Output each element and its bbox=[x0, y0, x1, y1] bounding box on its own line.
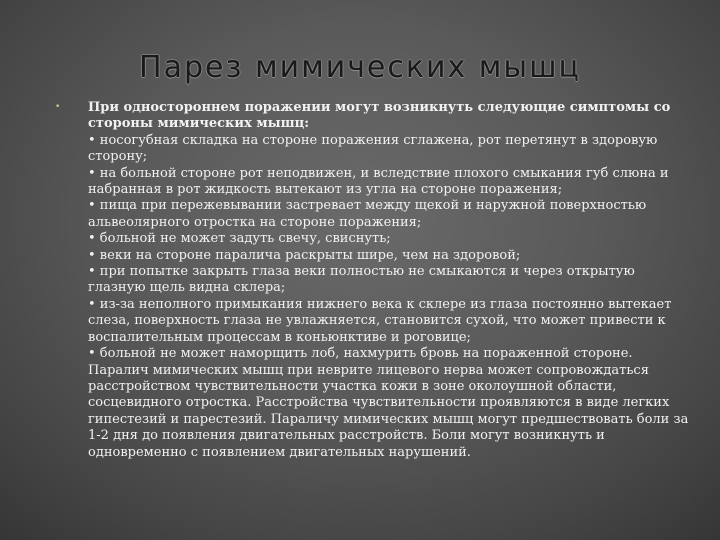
symptom-item: • из-за неполного примыкания нижнего века к склере из глаза постоянно вытекает слеза, поверхность глаза не увлажняется, становится сухой, что может привести к воспалительным процессам в коньюнктиве и роговице; bbox=[88, 296, 672, 345]
symptom-item: • носогубная складка на стороне поражения сглажена, рот перетянут в здоровую сторону; bbox=[88, 132, 658, 165]
symptom-item: • больной не может задуть свечу, свиснуть; bbox=[88, 231, 391, 247]
bullet-body bbox=[88, 100, 695, 461]
symptom-item: • больной не может наморщить лоб, нахмурить бровь на пораженной стороне. bbox=[88, 346, 633, 362]
bullet-marker: • bbox=[55, 102, 61, 112]
symptom-item: • на больной стороне рот неподвижен, и вследствие плохого смыкания губ слюна и набранная в рот жидкость вытекают из угла на стороне поражения; bbox=[88, 165, 669, 198]
symptom-item: • веки на стороне паралича раскрыты шире, чем на здоровой; bbox=[88, 247, 521, 263]
symptom-item: • пища при пережевывании застревает между щекой и наружной поверхностью альвеолярного отростка на стороне поражения; bbox=[88, 198, 647, 230]
slide-content bbox=[55, 100, 695, 461]
intro-text: При одностороннем поражении могут возникнуть следующие симптомы со стороны мимических мышц: bbox=[88, 100, 671, 132]
slide-title: Парез мимических мышц bbox=[139, 50, 581, 85]
conclusion-text: Паралич мимических мышц при неврите лицевого нерва может сопровождаться расстройством чувствительности участка кожи в зоне околоушной области, сосцевидного отростка. Расстройства чувствительности проявляются в виде легких гипестезий и парестезий. Параличу мимических мышц могут предшествовать боли за 1-2 дня до появления двигательных расстройств. Боли могут возникнуть и одновременно с появлением двигательных нарушений. bbox=[88, 362, 689, 460]
symptom-item: • при попытке закрыть глаза веки полностью не смыкаются и через открытую глазную щель видна склера; bbox=[88, 264, 635, 296]
